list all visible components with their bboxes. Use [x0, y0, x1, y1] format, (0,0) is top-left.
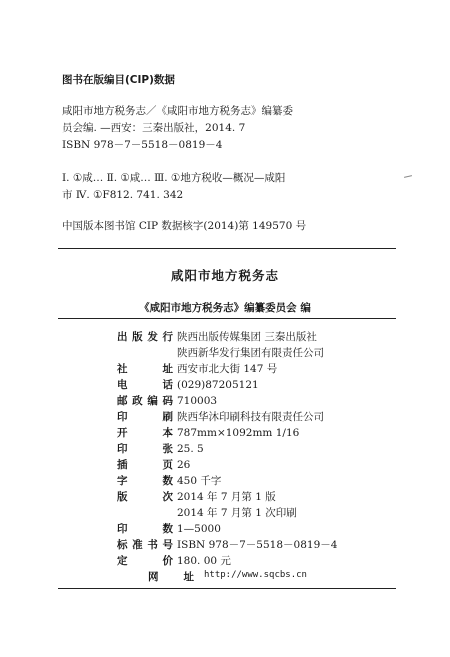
- info-label: 字数: [117, 475, 173, 487]
- website-row: [148, 569, 307, 584]
- info-row-price: [117, 553, 337, 569]
- info-value: 陕西新华发行集团有限责任公司: [177, 347, 324, 359]
- info-value: 陕西出版传媒集团 三秦出版社: [177, 331, 317, 343]
- cip-record-line: 员会编. —西安：三秦出版社，2014. 7: [62, 122, 246, 134]
- cip-block: [62, 72, 392, 235]
- info-row-print-run: [117, 521, 337, 537]
- info-value: ISBN 978－7－5518－0819－4: [177, 539, 338, 551]
- info-value: 710003: [177, 395, 218, 407]
- cip-classification-line: 市 Ⅳ. ①F812. 741. 342: [62, 189, 184, 201]
- info-row-isbn: [117, 537, 337, 553]
- info-value: 25. 5: [177, 443, 204, 455]
- info-label: 邮政编码: [117, 395, 173, 407]
- cip-heading: 图书在版编目(CIP)数据: [62, 74, 175, 86]
- info-label: 印张: [117, 443, 173, 455]
- info-row-sheets: [117, 441, 337, 457]
- info-label: 标准书号: [117, 539, 173, 551]
- stray-mark: [404, 175, 412, 178]
- cip-number: 中国版本图书馆 CIP 数据核字(2014)第 149570 号: [62, 220, 307, 232]
- info-label: 插页: [117, 459, 173, 471]
- info-row-word-count: [117, 473, 337, 489]
- info-label: 社址: [117, 363, 173, 375]
- book-editor: 《咸阳市地方税务志》编纂委员会 编: [139, 302, 311, 314]
- info-label: 开本: [117, 427, 173, 439]
- info-row-publisher: [117, 329, 337, 345]
- divider-middle: [58, 318, 396, 319]
- cip-classification-line: Ⅰ. ①咸… Ⅱ. ①咸… Ⅲ. ①地方税收—概况—咸阳: [62, 172, 286, 184]
- info-value: 西安市北大街 147 号: [177, 363, 278, 375]
- info-label: 印数: [117, 523, 173, 535]
- info-row-address: [117, 361, 337, 377]
- info-value: 787mm×1092mm 1/16: [177, 427, 300, 439]
- info-value: 陕西华沐印刷科技有限责任公司: [177, 411, 324, 423]
- website-label: 网址: [148, 571, 194, 583]
- info-row-distributor: [117, 345, 337, 361]
- divider-bottom: [58, 588, 396, 589]
- info-value: (029)87205121: [177, 379, 259, 391]
- info-value: 1—5000: [177, 523, 221, 535]
- cip-record-line: 咸阳市地方税务志／《咸阳市地方税务志》编纂委: [62, 105, 293, 117]
- info-row-format: [117, 425, 337, 441]
- info-value: 450 千字: [177, 475, 222, 487]
- info-label: 电话: [117, 379, 173, 391]
- info-row-edition: [117, 489, 337, 505]
- book-title: 咸阳市地方税务志: [170, 268, 279, 283]
- info-row-printing: [117, 505, 337, 521]
- website-url: http://www.sqcbs.cn: [204, 570, 307, 580]
- info-value: 2014 年 7 月第 1 版: [177, 491, 276, 503]
- info-value: 26: [177, 459, 191, 471]
- cip-isbn-line: ISBN 978－7－5518－0819－4: [62, 139, 223, 151]
- info-value: 2014 年 7 月第 1 次印刷: [177, 507, 297, 519]
- info-label: 出版发行: [117, 331, 173, 343]
- info-label: 印刷: [117, 411, 173, 423]
- info-row-postcode: [117, 393, 337, 409]
- info-row-plates: [117, 457, 337, 473]
- publication-info-table: [117, 329, 337, 569]
- divider-top: [58, 248, 396, 249]
- info-row-phone: [117, 377, 337, 393]
- info-label: 定价: [117, 555, 173, 567]
- info-label: 版次: [117, 491, 173, 503]
- info-row-printer: [117, 409, 337, 425]
- info-value: 180. 00 元: [177, 555, 231, 567]
